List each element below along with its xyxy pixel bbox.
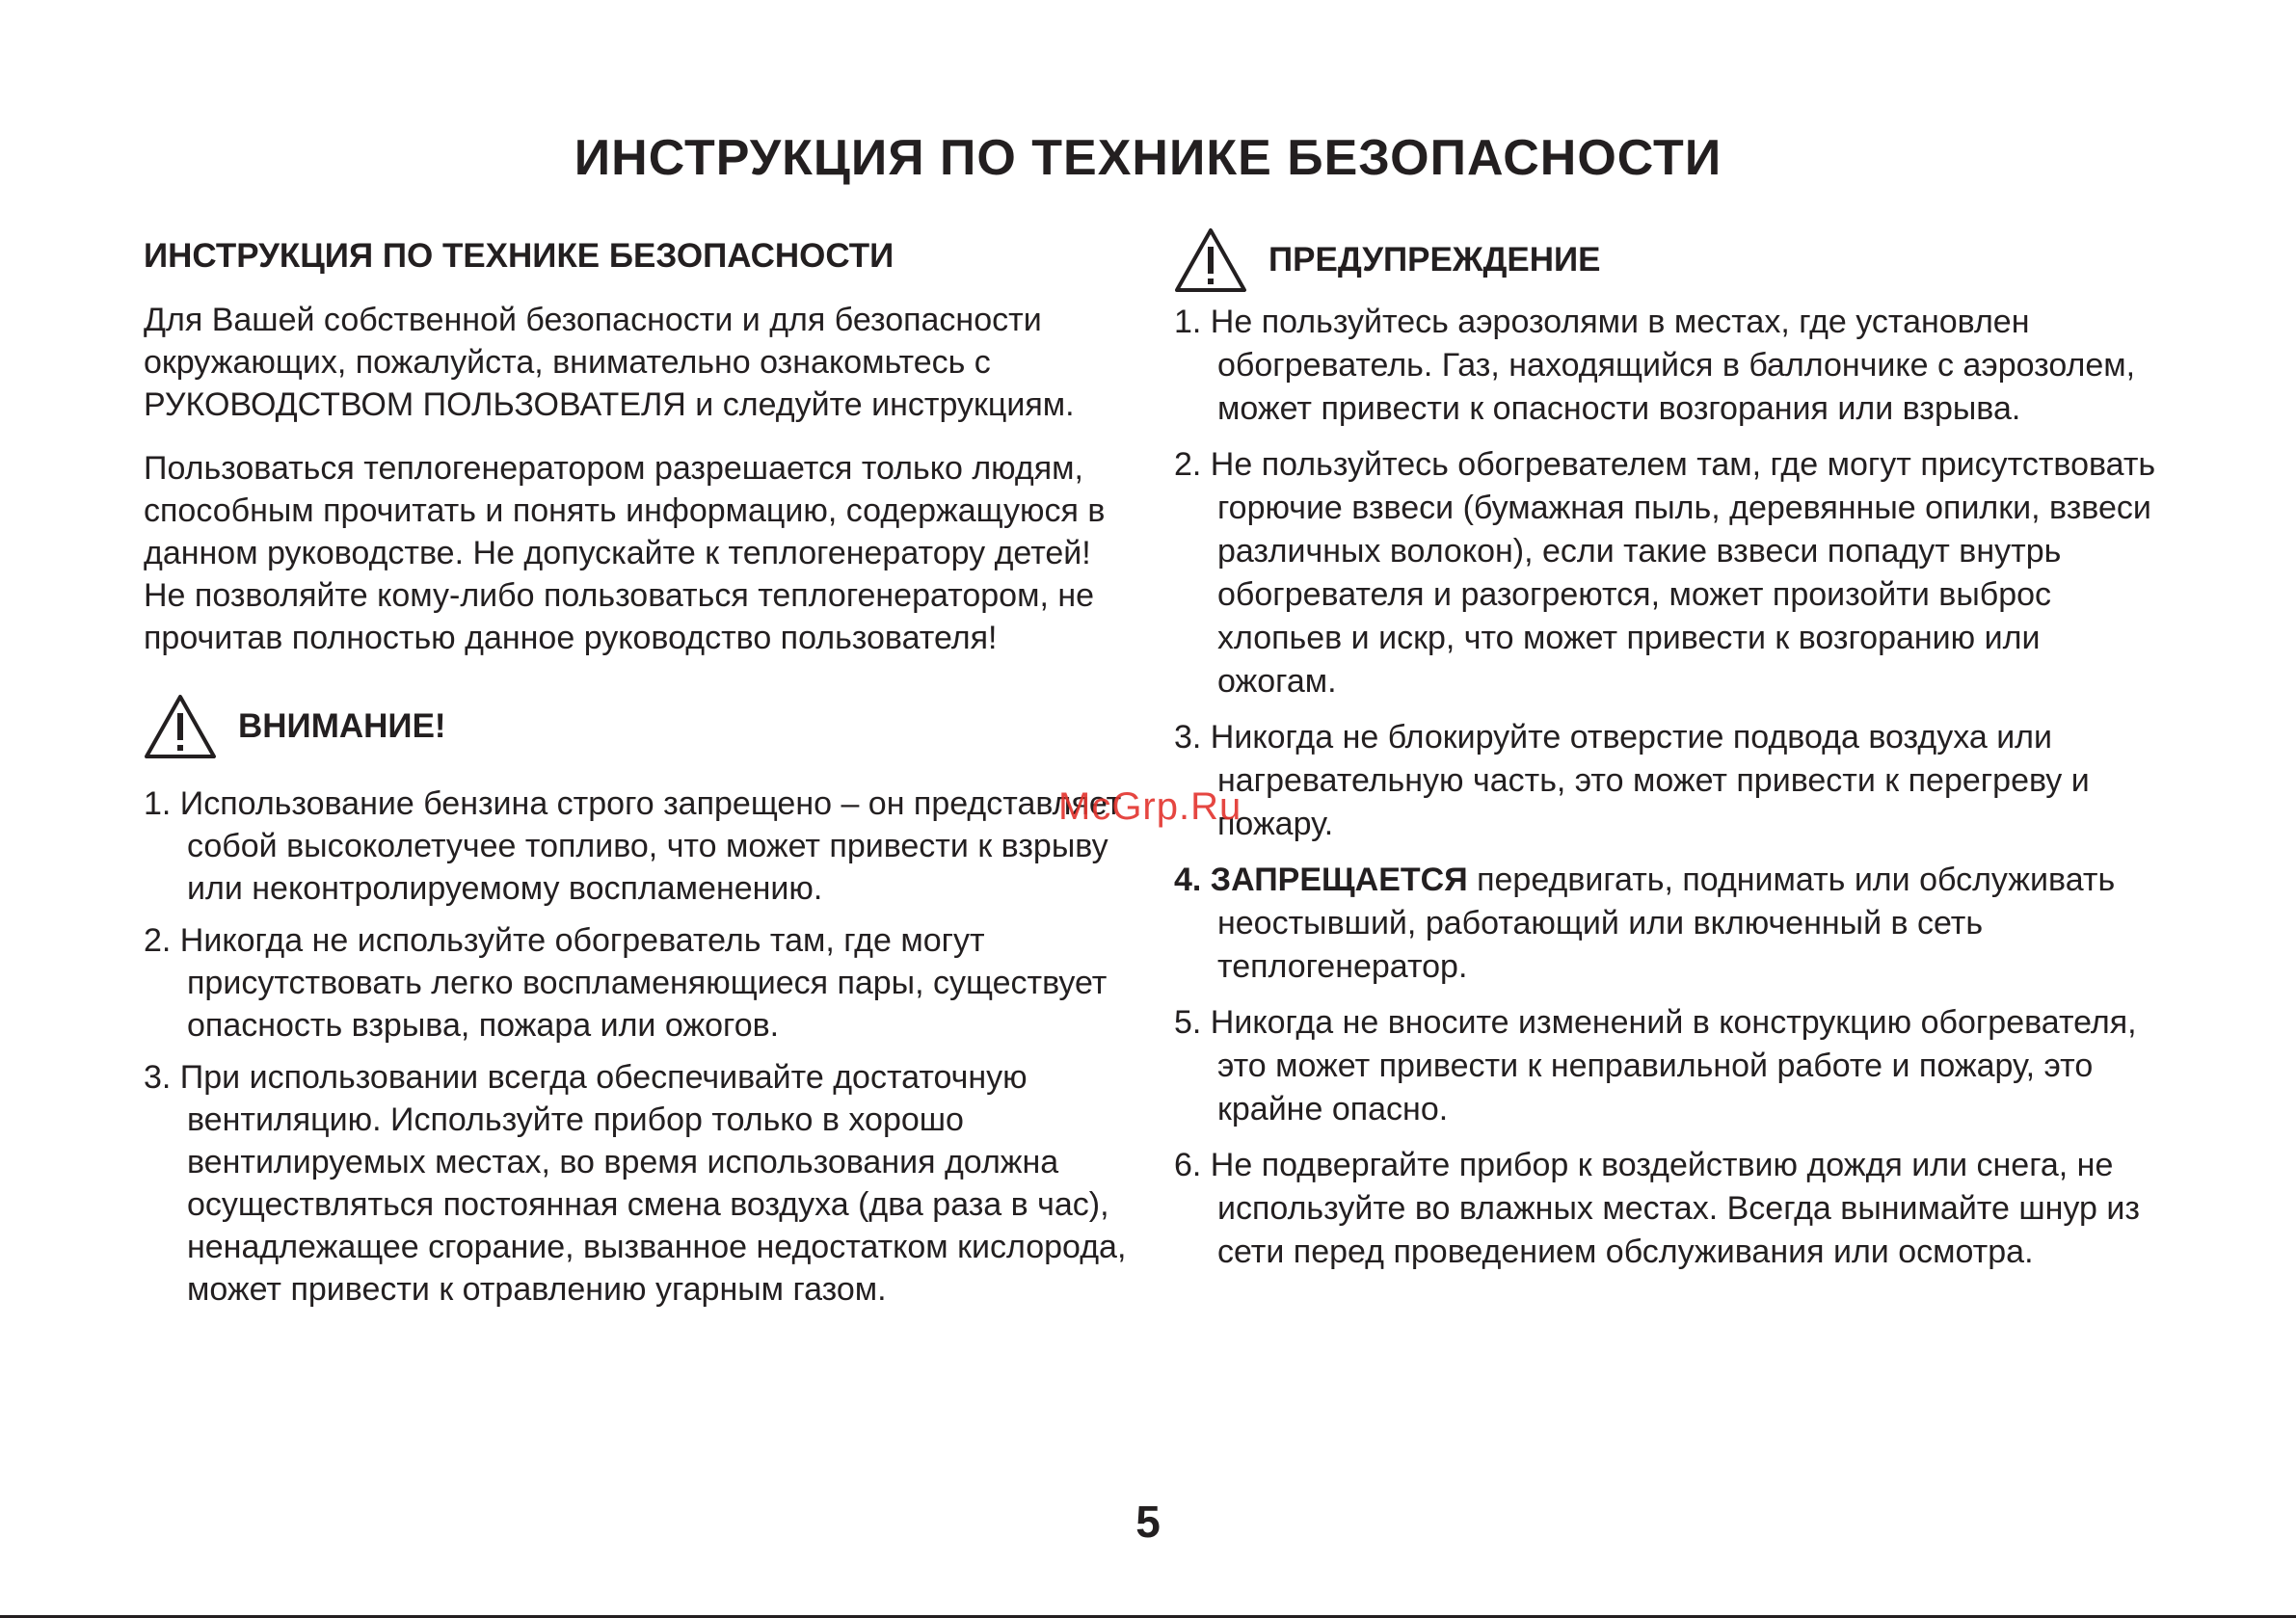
attention-list [144, 782, 1136, 1311]
warning-list [1174, 301, 2167, 1274]
usage-paragraph: Пользоваться теплогенератором разрешается только людям, способным прочитать и понять информацию, содержащуюся в данном руководстве. Не допускайте к теплогенератору детей! Не позволяйте кому-либо пользоваться теплогенератором, не прочитав полностью данное руководство пользователя! [144, 450, 1106, 656]
list-item: 1. Не пользуйтесь аэрозолями в местах, где установлен обогреватель. Газ, находящийся в баллончике с аэрозолем, может привести к опасности возгорания или взрыва. [1174, 304, 2136, 427]
list-item-prohibited [1174, 859, 2167, 989]
attention-header [144, 688, 1136, 765]
page-number: 5 [1135, 1497, 1161, 1547]
intro-paragraph: Для Вашей собственной безопасности и для безопасности окружающих, пожалуйста, внимательно ознакомьтесь с РУКОВОДСТВОМ ПОЛЬЗОВАТЕЛЯ и следуйте инструкциям. [144, 302, 1075, 423]
list-item: 3. При использовании всегда обеспечивайте достаточную вентиляцию. Используйте прибор только в хорошо вентилируемых местах, во время использования должна осуществляться постоянная смена воздуха (два раза в час), ненадлежащее сгорание, вызванное недостатком кислорода, может привести к отравлению угарным газом. [144, 1059, 1127, 1308]
warning-heading: ПРЕДУПРЕЖДЕНИЕ [1268, 241, 1601, 279]
watermark: McGrp.Ru [1058, 785, 1242, 828]
page-title: ИНСТРУКЦИЯ ПО ТЕХНИКЕ БЕЗОПАСНОСТИ [574, 130, 1722, 186]
prohibited-text: передвигать, поднимать или обслуживать неостывший, работающий или включенный в сеть теплогенератор. [1217, 862, 2116, 985]
warning-triangle-icon [1174, 227, 1247, 293]
list-item: 3. Никогда не блокируйте отверстие подвода воздуха или нагревательную часть, это может привести к перегреву и пожару. [1174, 719, 2090, 842]
safety-heading: ИНСТРУКЦИЯ ПО ТЕХНИКЕ БЕЗОПАСНОСТИ [144, 237, 894, 275]
list-item: 1. Использование бензина строго запрещено – он представляет собой высоколетучее топливо, что может привести к взрыву или неконтролируемому воспламенению. [144, 785, 1122, 907]
attention-heading: ВНИМАНИЕ! [238, 707, 446, 745]
prohibited-label: 4. ЗАПРЕЩАЕТСЯ [1174, 862, 1468, 898]
list-item: 2. Не пользуйтесь обогревателем там, где могут присутствовать горючие взвеси (бумажная пыль, деревянные опилки, взвеси различных волокон), если такие взвеси попадут внутрь обогревателя и разогреются, может произойти выброс хлопьев и искр, что может привести к возгоранию или ожогам. [1174, 446, 2156, 700]
left-column [144, 231, 1136, 1311]
list-item: 5. Никогда не вносите изменений в конструкцию обогревателя, это может привести к неправильной работе и пожару, это крайне опасно. [1174, 1004, 2137, 1127]
list-item: 6. Не подвергайте прибор к воздействию дождя или снега, не используйте во влажных местах. Всегда вынимайте шнур из сети перед проведением обслуживания или осмотра. [1174, 1147, 2140, 1270]
warning-header [1174, 222, 2167, 299]
warning-triangle-icon [144, 694, 217, 759]
right-column [1174, 231, 2167, 1274]
list-item: 2. Никогда не используйте обогреватель там, где могут присутствовать легко воспламеняющиеся пары, существует опасность взрыва, пожара или ожогов. [144, 922, 1108, 1044]
